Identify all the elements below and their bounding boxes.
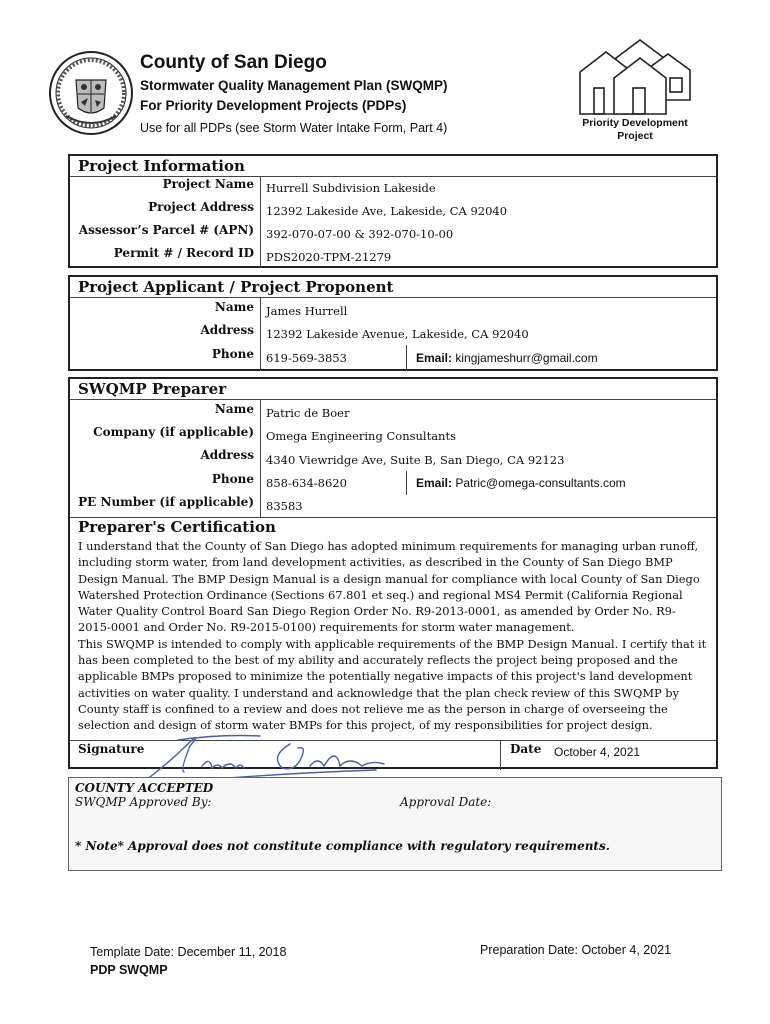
county-seal-logo	[48, 50, 134, 136]
project-name-value: Hurrell Subdivision Lakeside	[266, 181, 436, 195]
preparer-email	[416, 476, 626, 490]
pdp-label-line1: Priority Development	[582, 117, 688, 129]
applicant-name-label: Name	[214, 300, 254, 314]
project-info-section	[68, 154, 718, 268]
applicant-phone-value: 619-569-3853	[266, 351, 347, 365]
footer-left	[90, 943, 286, 979]
preparer-email-label: Email:	[416, 476, 453, 490]
preparation-date: Preparation Date: October 4, 2021	[480, 943, 672, 957]
certification-paragraph-2: This SWQMP is intended to comply with applicable requirements of the BMP Design Manual. I certify that it has been completed to the best of my ability and accurately reflects the project being proposed and the applicable BMPs proposed to minimize the potentially negative impacts of this project's land development activities on water quality. I understand and acknowledge that the plan check review of this SWQMP by County staff is confined to a review and does not relieve me as the person in charge of overseeing the selection and design of storm water BMPs for this project, of my responsibilities for project design.	[78, 636, 707, 733]
approval-note: * Note* Approval does not constitute compliance with regulatory requirements.	[75, 839, 610, 853]
approval-date-label: Approval Date:	[400, 795, 492, 809]
project-address-value: 12392 Lakeside Ave, Lakeside, CA 92040	[266, 204, 508, 218]
pdp-label-line2: Project	[617, 130, 653, 142]
signature-date-value: October 4, 2021	[554, 745, 641, 759]
certification-title: Preparer's Certification	[78, 518, 276, 536]
applicant-address-label: Address	[200, 323, 254, 337]
preparer-email-value: Patric@omega-consultants.com	[455, 476, 626, 490]
pe-number-label: PE Number (if applicable)	[78, 495, 254, 509]
header-subtitle-pdps: For Priority Development Projects (PDPs)	[140, 98, 407, 113]
preparer-company-label: Company (if applicable)	[93, 425, 254, 439]
county-accepted-heading: COUNTY ACCEPTED	[75, 781, 214, 795]
header-use-note: Use for all PDPs (see Storm Water Intake Form, Part 4)	[140, 121, 448, 135]
date-label: Date	[510, 742, 542, 756]
preparer-company-value: Omega Engineering Consultants	[266, 429, 456, 443]
houses-icon	[578, 36, 692, 116]
applicant-email-label: Email:	[416, 351, 453, 365]
certification-text	[78, 538, 708, 734]
preparer-section	[68, 377, 718, 769]
permit-label: Permit # / Record ID	[113, 246, 254, 260]
applicant-title: Project Applicant / Project Proponent	[78, 278, 394, 296]
certification-paragraph-1: I understand that the County of San Diego has adopted minimum requirements for managing urban runoff, including storm water, from land development activities, as described in the County of San Diego BMP Design Manual. The BMP Design Manual is a design manual for compliance with local County of San Diego Watershed Protection Ordinance (Sections 67.801 et seq.) and regional MS4 Permit (California Regional Water Quality Control Board San Diego Region Order No. R9-2013-0001, as amended by Order No. R9-2015-0001 and Order No. R9-2015-0100) requirements for storm water management.	[78, 539, 700, 635]
pdp-label	[568, 117, 702, 143]
document-name: PDP SWQMP	[90, 963, 168, 977]
applicant-name-value: James Hurrell	[266, 304, 348, 318]
pe-number-value: 83583	[266, 499, 303, 513]
applicant-section	[68, 275, 718, 371]
preparer-phone-label: Phone	[211, 472, 254, 486]
apn-value: 392-070-07-00 & 392-070-10-00	[266, 227, 454, 241]
preparer-name-label: Name	[214, 402, 254, 416]
county-accepted-box	[68, 777, 722, 871]
preparer-phone-value: 858-634-8620	[266, 476, 347, 490]
applicant-email	[416, 351, 598, 365]
approved-by-label: SWQMP Approved By:	[75, 795, 212, 809]
signature-label: Signature	[78, 742, 145, 756]
preparer-title: SWQMP Preparer	[78, 380, 227, 398]
template-date: Template Date: December 11, 2018	[90, 945, 287, 959]
preparer-address-value: 4340 Viewridge Ave, Suite B, San Diego, CA 92123	[266, 453, 565, 467]
applicant-address-value: 12392 Lakeside Avenue, Lakeside, CA 92040	[266, 327, 529, 341]
preparer-name-value: Patric de Boer	[266, 406, 350, 420]
header-title: County of San Diego	[140, 52, 327, 73]
header-subtitle-swqmp: Stormwater Quality Management Plan (SWQMP)	[140, 78, 448, 93]
permit-value: PDS2020-TPM-21279	[266, 250, 392, 264]
project-name-label: Project Name	[162, 177, 254, 191]
project-address-label: Project Address	[148, 200, 254, 214]
project-info-title: Project Information	[78, 157, 245, 175]
applicant-email-value: kingjameshurr@gmail.com	[455, 351, 598, 365]
apn-label: Assessor’s Parcel # (APN)	[78, 223, 254, 237]
applicant-phone-label: Phone	[211, 347, 254, 361]
preparer-address-label: Address	[200, 448, 254, 462]
